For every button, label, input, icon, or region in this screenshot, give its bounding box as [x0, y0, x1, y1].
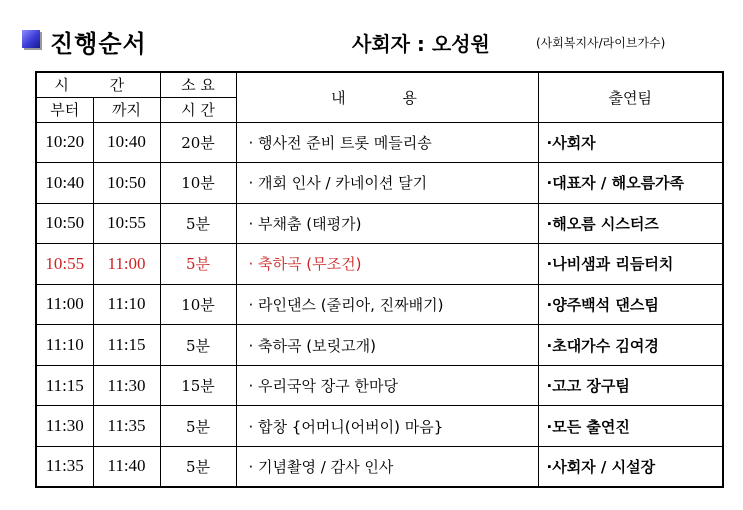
header-duration-top: 소 요	[160, 72, 236, 97]
cell-end-time: 10:50	[93, 163, 160, 204]
cell-duration: 5분	[160, 406, 236, 447]
program-table	[35, 71, 724, 488]
table-row	[36, 446, 723, 487]
table-row	[36, 365, 723, 406]
cell-performer: ·해오름 시스터즈	[538, 203, 723, 244]
cell-start-time: 10:20	[36, 122, 93, 163]
cell-content: · 우리국악 장구 한마당	[236, 365, 538, 406]
header-from: 부터	[36, 97, 93, 122]
cell-duration: 5분	[160, 203, 236, 244]
header-content: 내 용	[236, 72, 538, 122]
header-performer: 출연팀	[538, 72, 723, 122]
cell-content: · 축하곡 (보릿고개)	[236, 325, 538, 366]
cell-content: · 개회 인사 / 카네이션 달기	[236, 163, 538, 204]
cell-end-time: 10:40	[93, 122, 160, 163]
cell-duration: 15분	[160, 365, 236, 406]
cell-duration: 10분	[160, 163, 236, 204]
table-row	[36, 163, 723, 204]
header-duration-bottom: 시 간	[160, 97, 236, 122]
cell-performer: ·초대가수 김여경	[538, 325, 723, 366]
table-row	[36, 284, 723, 325]
cell-content: · 라인댄스 (줄리아, 진짜배기)	[236, 284, 538, 325]
cell-performer: ·모든 출연진	[538, 406, 723, 447]
program-table-body	[36, 72, 723, 487]
cell-duration: 20분	[160, 122, 236, 163]
header-time: 시 간	[36, 72, 160, 97]
page-title: 진행순서	[50, 30, 147, 58]
cell-performer: ·나비샘과 리듬터치	[538, 244, 723, 285]
cell-end-time: 11:40	[93, 446, 160, 487]
header-to: 까지	[93, 97, 160, 122]
table-row	[36, 203, 723, 244]
page-header	[0, 0, 743, 60]
table-row	[36, 406, 723, 447]
cell-end-time: 11:00	[93, 244, 160, 285]
cell-content: · 합창 {어머니(어버이) 마음}	[236, 406, 538, 447]
cell-duration: 5분	[160, 244, 236, 285]
cell-content: · 부채춤 (태평가)	[236, 203, 538, 244]
table-row	[36, 325, 723, 366]
cell-start-time: 11:10	[36, 325, 93, 366]
cell-start-time: 11:15	[36, 365, 93, 406]
cell-end-time: 11:10	[93, 284, 160, 325]
cell-start-time: 10:50	[36, 203, 93, 244]
mc-label: 사회자 : 오성원	[352, 32, 490, 56]
cell-duration: 5분	[160, 446, 236, 487]
cell-start-time: 10:40	[36, 163, 93, 204]
cell-end-time: 11:30	[93, 365, 160, 406]
cell-performer: ·대표자 / 해오름가족	[538, 163, 723, 204]
cell-end-time: 10:55	[93, 203, 160, 244]
cell-performer: ·사회자 / 시설장	[538, 446, 723, 487]
cell-performer: ·양주백석 댄스팀	[538, 284, 723, 325]
cell-content: · 기념촬영 / 감사 인사	[236, 446, 538, 487]
square-bullet-icon	[22, 30, 40, 48]
table-row	[36, 122, 723, 163]
mc-note: (사회복지사/라이브가수)	[536, 36, 666, 50]
cell-duration: 10분	[160, 284, 236, 325]
cell-start-time: 11:00	[36, 284, 93, 325]
cell-performer: ·사회자	[538, 122, 723, 163]
cell-end-time: 11:35	[93, 406, 160, 447]
cell-end-time: 11:15	[93, 325, 160, 366]
cell-start-time: 10:55	[36, 244, 93, 285]
cell-start-time: 11:35	[36, 446, 93, 487]
cell-duration: 5분	[160, 325, 236, 366]
cell-content: · 축하곡 (무조건)	[236, 244, 538, 285]
table-row	[36, 244, 723, 285]
cell-start-time: 11:30	[36, 406, 93, 447]
cell-content: · 행사전 준비 트롯 메들리송	[236, 122, 538, 163]
cell-performer: ·고고 장구팀	[538, 365, 723, 406]
